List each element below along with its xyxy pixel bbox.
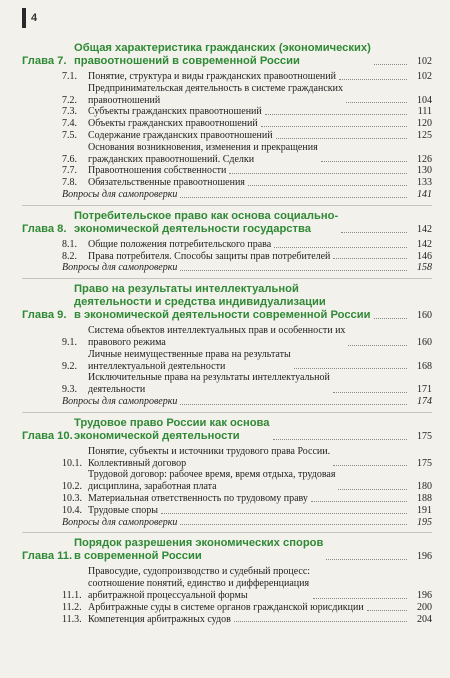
section-number: 10.1.	[62, 457, 82, 469]
leader-dots	[333, 465, 407, 466]
leader-dots	[180, 404, 407, 405]
section-entry[interactable]	[22, 372, 432, 396]
section-entry[interactable]	[22, 602, 432, 614]
section-number: 10.4.	[62, 504, 82, 516]
section-number: 7.3.	[62, 106, 77, 118]
leader-dots	[248, 185, 407, 186]
section-number: 8.1.	[62, 238, 77, 250]
section-page: 196	[417, 589, 432, 601]
leader-dots	[180, 524, 407, 525]
leader-dots	[313, 598, 407, 599]
section-title: Основания возникновения, изменения и прекращения гражданских правоотношений. Сделки	[88, 141, 318, 165]
section-entry[interactable]	[22, 118, 432, 130]
chapter-title: Порядок разрешения экономических споров в современной России	[74, 537, 324, 563]
leader-dots	[273, 439, 407, 440]
leader-dots	[229, 173, 407, 174]
section-entry[interactable]	[22, 239, 432, 251]
leader-dots	[311, 501, 407, 502]
section-number: 9.2.	[62, 360, 77, 372]
leader-dots	[367, 610, 407, 611]
header-bar	[22, 8, 26, 28]
chapter-heading[interactable]	[22, 206, 432, 236]
chapter-title: Трудовое право России как основа экономической деятельности	[74, 416, 270, 442]
section-page: 141	[417, 188, 432, 200]
section-entry[interactable]	[22, 106, 432, 118]
section-number: 7.1.	[62, 71, 77, 82]
leader-dots	[326, 559, 407, 560]
leader-dots	[348, 345, 407, 346]
section-page: 200	[417, 601, 432, 613]
section-number: 9.3.	[62, 384, 77, 396]
section-number: 7.7.	[62, 165, 77, 177]
section-title: Предпринимательская деятельность в системе гражданских правоотношений	[88, 82, 343, 106]
section-page: 191	[417, 504, 432, 516]
section-page: 126	[417, 153, 432, 165]
chapter-page: 175	[417, 430, 432, 442]
chapter-10	[22, 412, 432, 533]
review-questions-entry[interactable]	[22, 517, 432, 529]
section-title: Общие положения потребительского права	[88, 238, 272, 250]
section-title: Правоотношения собственности	[88, 165, 227, 177]
page-header	[22, 8, 37, 28]
section-entry[interactable]	[22, 251, 432, 263]
section-number: 10.3.	[62, 492, 82, 504]
chapter-heading[interactable]	[22, 38, 432, 68]
section-title: Вопросы для самопроверки	[62, 262, 178, 274]
chapter-page: 160	[417, 310, 432, 322]
section-number: 7.8.	[62, 177, 77, 189]
section-entry[interactable]	[22, 469, 432, 493]
section-page: 158	[417, 262, 432, 274]
leader-dots	[234, 621, 407, 622]
section-entry[interactable]	[22, 325, 432, 349]
chapter-title: Потребительское право как основа социально- экономической деятельности государства	[74, 209, 339, 235]
section-title: Вопросы для самопроверки	[62, 395, 178, 407]
section-page: 133	[417, 177, 432, 189]
section-title: Понятие, субъекты и источники трудового права России. Коллективный договор	[88, 445, 331, 469]
section-entry[interactable]	[22, 142, 432, 166]
section-title: Личные неимущественные права на результаты интеллектуальной деятельности	[88, 348, 291, 372]
section-page: 175	[417, 457, 432, 469]
section-page: 104	[417, 94, 432, 106]
chapter-heading[interactable]	[22, 533, 432, 563]
review-questions-entry[interactable]	[22, 189, 432, 201]
section-entry[interactable]	[22, 71, 432, 83]
chapter-heading[interactable]	[22, 413, 432, 443]
section-number: 11.1.	[62, 589, 82, 601]
leader-dots	[161, 513, 407, 514]
section-title: Правосудие, судопроизводство и судебный процесс: соотношение понятий, единство и дифференциация арбитражной процессуальной формы	[88, 566, 311, 601]
section-title: Система объектов интеллектуальных прав и особенности их правового режима	[88, 325, 346, 348]
section-entry[interactable]	[22, 177, 432, 189]
page-number: 4	[31, 12, 38, 24]
section-page: 188	[417, 492, 432, 504]
leader-dots	[265, 114, 407, 115]
chapter-label: Глава 11.	[22, 550, 73, 563]
chapter-label: Глава 9.	[22, 309, 67, 322]
section-entry[interactable]	[22, 566, 432, 601]
leader-dots	[321, 161, 407, 162]
chapter-page: 102	[417, 56, 432, 67]
section-page: 204	[417, 613, 432, 625]
section-page: 195	[417, 516, 432, 528]
section-number: 11.3.	[62, 613, 82, 625]
chapter-9	[22, 278, 432, 412]
section-page: 120	[417, 118, 432, 130]
chapter-7	[22, 38, 432, 205]
chapter-label: Глава 7.	[22, 55, 67, 67]
section-title: Трудовой договор: рабочее время, время отдыха, трудовая дисциплина, заработная плата	[88, 469, 336, 493]
section-entry[interactable]	[22, 493, 432, 505]
section-number: 7.6.	[62, 153, 77, 165]
leader-dots	[274, 247, 407, 248]
chapter-8	[22, 205, 432, 278]
leader-dots	[374, 64, 407, 65]
section-number: 11.2.	[62, 601, 82, 613]
leader-dots	[339, 79, 407, 80]
section-title: Вопросы для самопроверки	[62, 516, 178, 528]
section-title: Содержание гражданских правоотношений	[88, 129, 273, 141]
section-title: Обязательственные правоотношения	[88, 177, 245, 189]
section-page: 142	[417, 238, 432, 250]
table-of-contents	[22, 38, 432, 629]
section-title: Субъекты гражданских правоотношений	[88, 106, 262, 118]
section-number: 7.2.	[62, 94, 77, 106]
section-title: Понятие, структура и виды гражданских правоотношений	[88, 71, 336, 82]
leader-dots	[180, 270, 407, 271]
chapter-page: 196	[417, 551, 432, 563]
leader-dots	[276, 138, 407, 139]
section-title: Исключительные права на результаты интеллектуальной деятельности	[88, 372, 330, 396]
section-page: 171	[417, 384, 432, 396]
leader-dots	[341, 232, 407, 233]
chapter-heading[interactable]	[22, 279, 432, 322]
chapter-page: 142	[417, 223, 432, 235]
section-entry[interactable]	[22, 614, 432, 626]
leader-dots	[294, 368, 407, 369]
section-title: Трудовые споры	[88, 504, 158, 516]
section-number: 8.2.	[62, 250, 77, 262]
section-page: 160	[417, 336, 432, 348]
section-number: 7.4.	[62, 118, 77, 130]
section-title: Компетенция арбитражных судов	[88, 613, 231, 625]
section-entry[interactable]	[22, 505, 432, 517]
leader-dots	[374, 318, 407, 319]
leader-dots	[338, 489, 407, 490]
section-page: 125	[417, 129, 432, 141]
section-page: 180	[417, 481, 432, 493]
section-entry[interactable]	[22, 165, 432, 177]
chapter-label: Глава 8.	[22, 222, 67, 235]
chapter-label: Глава 10.	[22, 429, 73, 442]
review-questions-entry[interactable]	[22, 396, 432, 408]
section-number: 10.2.	[62, 481, 82, 493]
section-page: 130	[417, 165, 432, 177]
chapter-title: Право на результаты интеллектуальной деятельности и средства индивидуализации в экономической деятельности современной России	[74, 283, 371, 322]
section-page: 111	[417, 106, 432, 118]
section-title: Материальная ответственность по трудовому праву	[88, 492, 308, 504]
section-title: Вопросы для самопроверки	[62, 188, 178, 200]
section-entry[interactable]	[22, 349, 432, 373]
leader-dots	[261, 126, 407, 127]
leader-dots	[333, 258, 407, 259]
leader-dots	[346, 102, 407, 103]
section-number: 9.1.	[62, 336, 77, 348]
section-page: 146	[417, 250, 432, 262]
section-title: Объекты гражданских правоотношений	[88, 118, 258, 130]
section-page: 168	[417, 360, 432, 372]
section-page: 174	[417, 395, 432, 407]
section-entry[interactable]	[22, 83, 432, 107]
section-page: 102	[417, 71, 432, 82]
section-title: Права потребителя. Способы защиты прав потребителей	[88, 250, 331, 262]
section-entry[interactable]	[22, 446, 432, 470]
chapter-11	[22, 532, 432, 629]
review-questions-entry[interactable]	[22, 262, 432, 274]
chapter-title: Общая характеристика гражданских (экономических) правоотношений в современной России	[74, 42, 371, 67]
section-title: Арбитражные суды в системе органов гражданской юрисдикции	[88, 601, 364, 613]
leader-dots	[333, 392, 407, 393]
section-entry[interactable]	[22, 130, 432, 142]
section-number: 7.5.	[62, 129, 77, 141]
leader-dots	[180, 197, 407, 198]
